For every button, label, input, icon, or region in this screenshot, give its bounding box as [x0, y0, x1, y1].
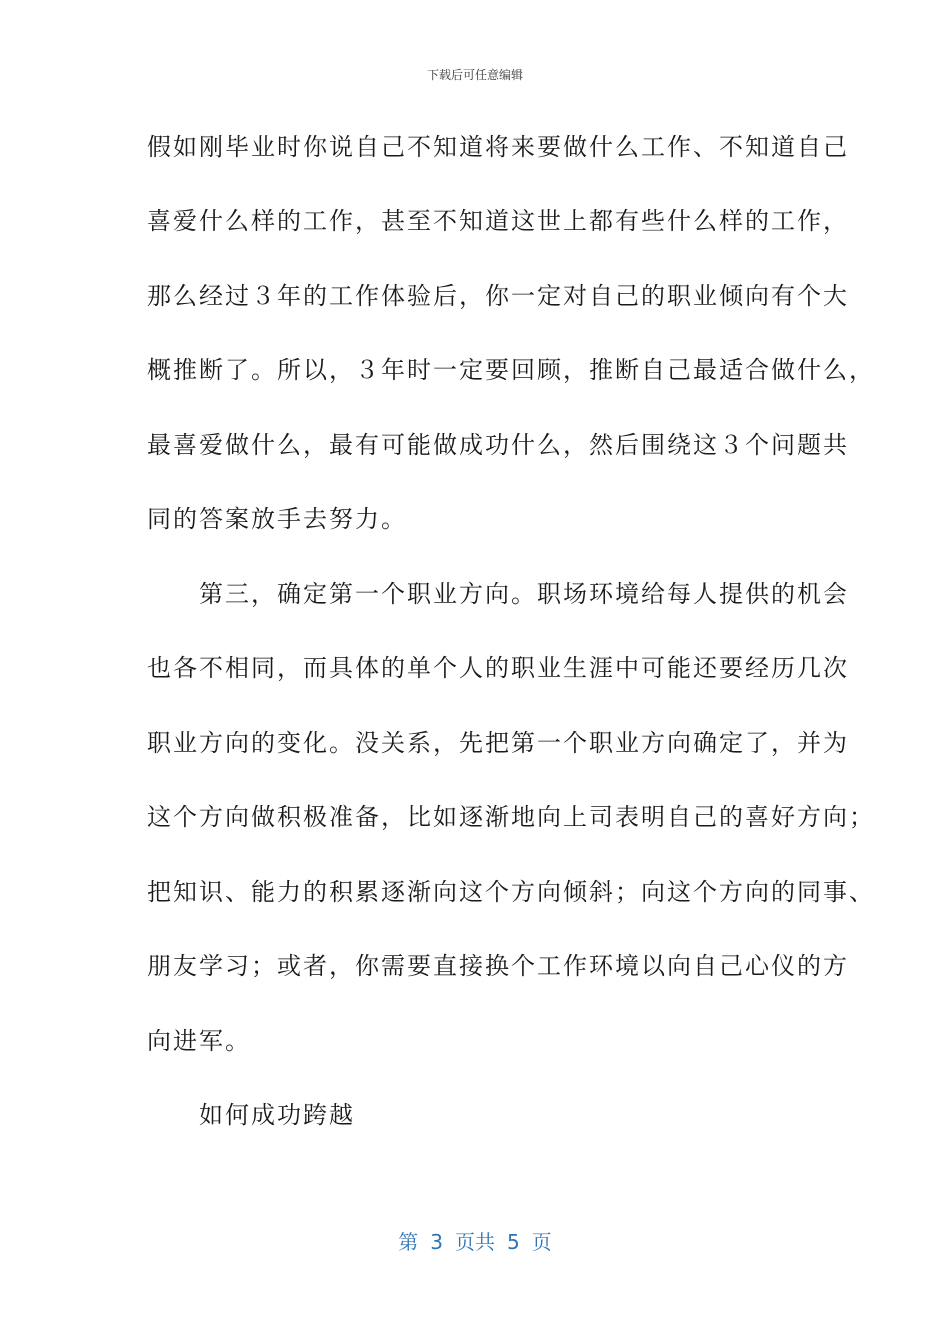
text-line: 喜爱什么样的工作，甚至不知道这世上都有些什么样的工作，	[147, 207, 849, 235]
text-line: 职业方向的变化。没关系，先把第一个职业方向确定了，并为	[147, 729, 849, 757]
text-line: 把知识、能力的积累逐渐向这个方向倾斜；向这个方向的同事、	[147, 878, 875, 906]
footer-page-number: 3	[430, 1230, 443, 1254]
text-line: 向进军。	[147, 1027, 251, 1055]
text-line: 概推断了。所以，３年时一定要回顾，推断自己最适合做什么，	[147, 356, 875, 384]
text-line: 朋友学习；或者，你需要直接换个工作环境以向自己心仪的方	[147, 952, 849, 980]
footer-suffix: 页	[531, 1230, 552, 1254]
page-header: 下载后可任意编辑	[426, 68, 523, 82]
text-line: 同的答案放手去努力。	[147, 505, 407, 533]
text-line: 假如刚毕业时你说自己不知道将来要做什么工作、不知道自己	[147, 133, 849, 161]
text-line: 最喜爱做什么，最有可能做成功什么，然后围绕这３个问题共	[147, 431, 849, 459]
footer-prefix: 第	[398, 1230, 419, 1254]
footer-middle: 页共	[455, 1230, 495, 1254]
text-line: 这个方向做积极准备，比如逐渐地向上司表明自己的喜好方向；	[147, 803, 875, 831]
text-line: 第三，确定第一个职业方向。职场环境给每人提供的机会	[147, 580, 849, 608]
text-line: 也各不相同，而具体的单个人的职业生涯中可能还要经历几次	[147, 654, 849, 682]
text-line: 那么经过３年的工作体验后，你一定对自己的职业倾向有个大	[147, 282, 849, 310]
page-footer	[0, 1226, 950, 1255]
text-line: 如何成功跨越	[147, 1101, 355, 1129]
footer-total-pages: 5	[507, 1230, 520, 1254]
